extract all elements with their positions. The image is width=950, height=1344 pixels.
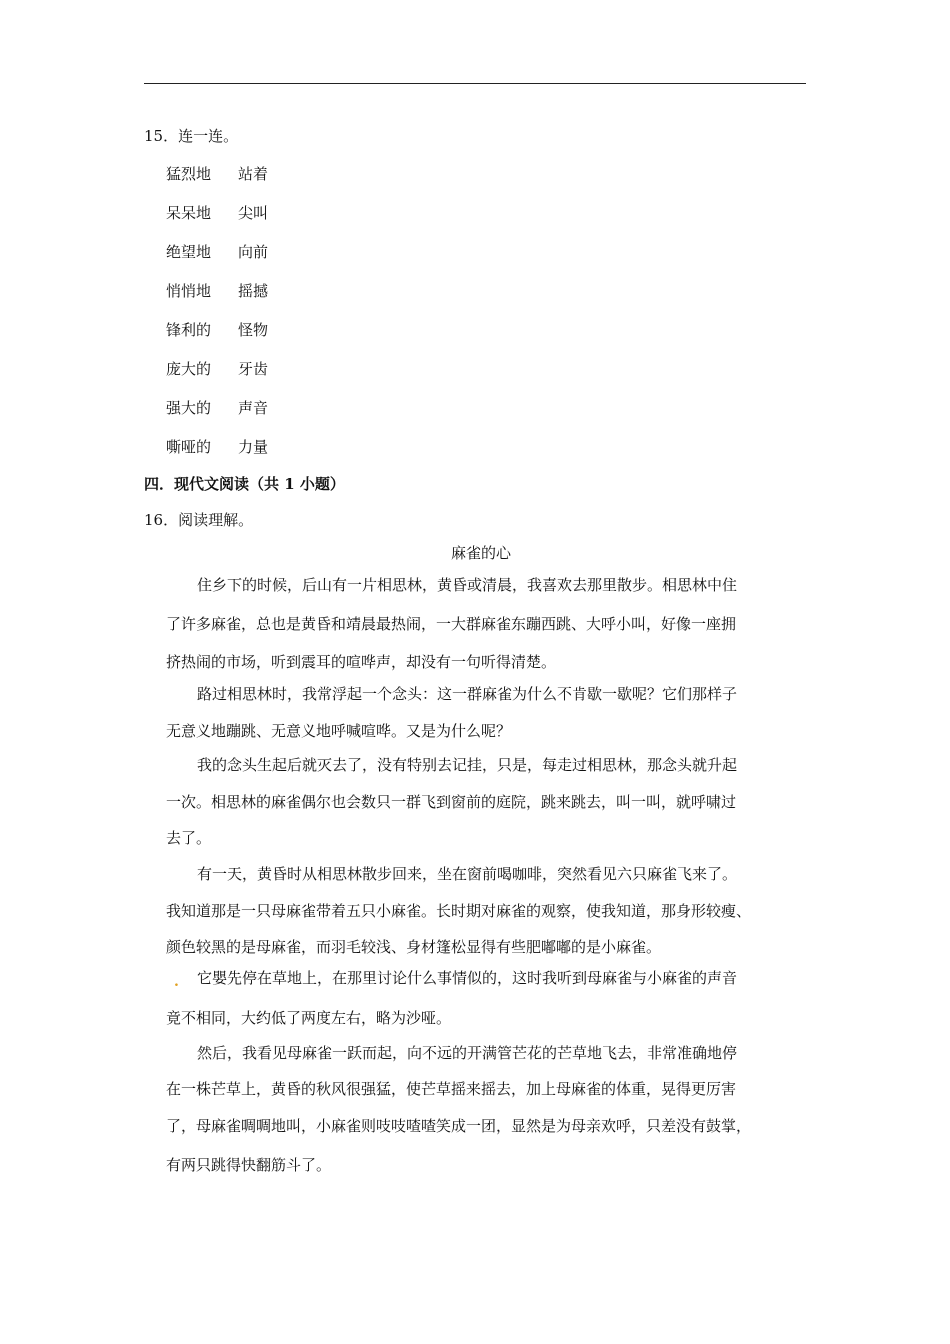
passage-line: 颜色较黑的是母麻雀，而羽毛较浅、身材篷松显得有些肥嘟嘟的是小麻雀。 <box>166 938 662 956</box>
passage-line: 我知道那是一只母麻雀带着五只小麻雀。长时期对麻雀的观察，使我知道，那身形较瘦、 <box>166 902 752 920</box>
passage-line: 挤热闹的市场，听到震耳的喧哗声，却没有一句听得清楚。 <box>166 653 557 671</box>
header-divider <box>144 83 806 84</box>
passage-title: 麻雀的心 <box>451 544 512 562</box>
passage-line: 了，母麻雀啁啁地叫，小麻雀则吱吱喳喳笑成一团，显然是为母亲欢呼，只差没有鼓掌， <box>166 1117 752 1135</box>
section-heading: 四．现代文阅读（共 1 小题） <box>144 475 345 493</box>
passage-line: 然后，我看见母麻雀一跃而起，向不远的开满管芒花的芒草地飞去，非常准确地停 <box>197 1044 738 1062</box>
match-right-item: 怪物 <box>238 321 269 339</box>
question-16-title: 16．阅读理解。 <box>144 511 254 529</box>
match-left-item: 嘶哑的 <box>166 438 212 456</box>
question-15-title: 15．连一连。 <box>144 127 239 145</box>
match-left-item: 猛烈地 <box>166 165 212 183</box>
passage-line: 在一株芒草上，黄昏的秋风很强猛，使芒草摇来摇去，加上母麻雀的体重，晃得更厉害 <box>166 1080 737 1098</box>
match-right-item: 摇撼 <box>238 282 269 300</box>
passage-line: 去了。 <box>166 829 212 847</box>
highlight-marker: . <box>174 974 179 990</box>
match-left-item: 强大的 <box>166 399 212 417</box>
match-right-item: 向前 <box>238 243 269 261</box>
match-left-item: 呆呆地 <box>166 204 212 222</box>
passage-line: 住乡下的时候，后山有一片相思林，黄昏或清晨，我喜欢去那里散步。相思林中住 <box>197 576 738 594</box>
passage-line: 它嬰先停在草地上，在那里讨论什么事情似的，这时我听到母麻雀与小麻雀的声音 <box>197 969 738 987</box>
passage-line: 有一天，黄昏时从相思林散步回来，坐在窗前喝咖啡，突然看见六只麻雀飞来了。 <box>197 865 738 883</box>
passage-line: 无意义地蹦跳、无意义地呼喊喧哗。又是为什么呢？ <box>166 722 512 740</box>
passage-line: 一次。相思林的麻雀偶尔也会数只一群飞到窗前的庭院，跳来跳去，叫一叫，就呼啸过 <box>166 793 737 811</box>
match-left-item: 锋利的 <box>166 321 212 339</box>
passage-line: 我的念头生起后就灭去了，没有特别去记挂，只是，每走过相思林，那念头就升起 <box>197 756 738 774</box>
passage-line: 有两只跳得快翻筋斗了。 <box>166 1156 332 1174</box>
passage-line: 了许多麻雀，总也是黄昏和靖晨最热闹，一大群麻雀东蹦西跳、大呼小叫，好像一座拥 <box>166 615 737 633</box>
match-right-item: 力量 <box>238 438 269 456</box>
match-right-item: 牙齿 <box>238 360 269 378</box>
passage-line: 竟不相同，大约低了两度左右，略为沙哑。 <box>166 1009 452 1027</box>
match-right-item: 声音 <box>238 399 269 417</box>
passage-line: 路过相思林时，我常浮起一个念头：这一群麻雀为什么不肯歇一歇呢？它们那样子 <box>197 685 738 703</box>
match-left-item: 庞大的 <box>166 360 212 378</box>
match-right-item: 尖叫 <box>238 204 269 222</box>
match-left-item: 绝望地 <box>166 243 212 261</box>
match-right-item: 站着 <box>238 165 269 183</box>
match-left-item: 悄悄地 <box>166 282 212 300</box>
